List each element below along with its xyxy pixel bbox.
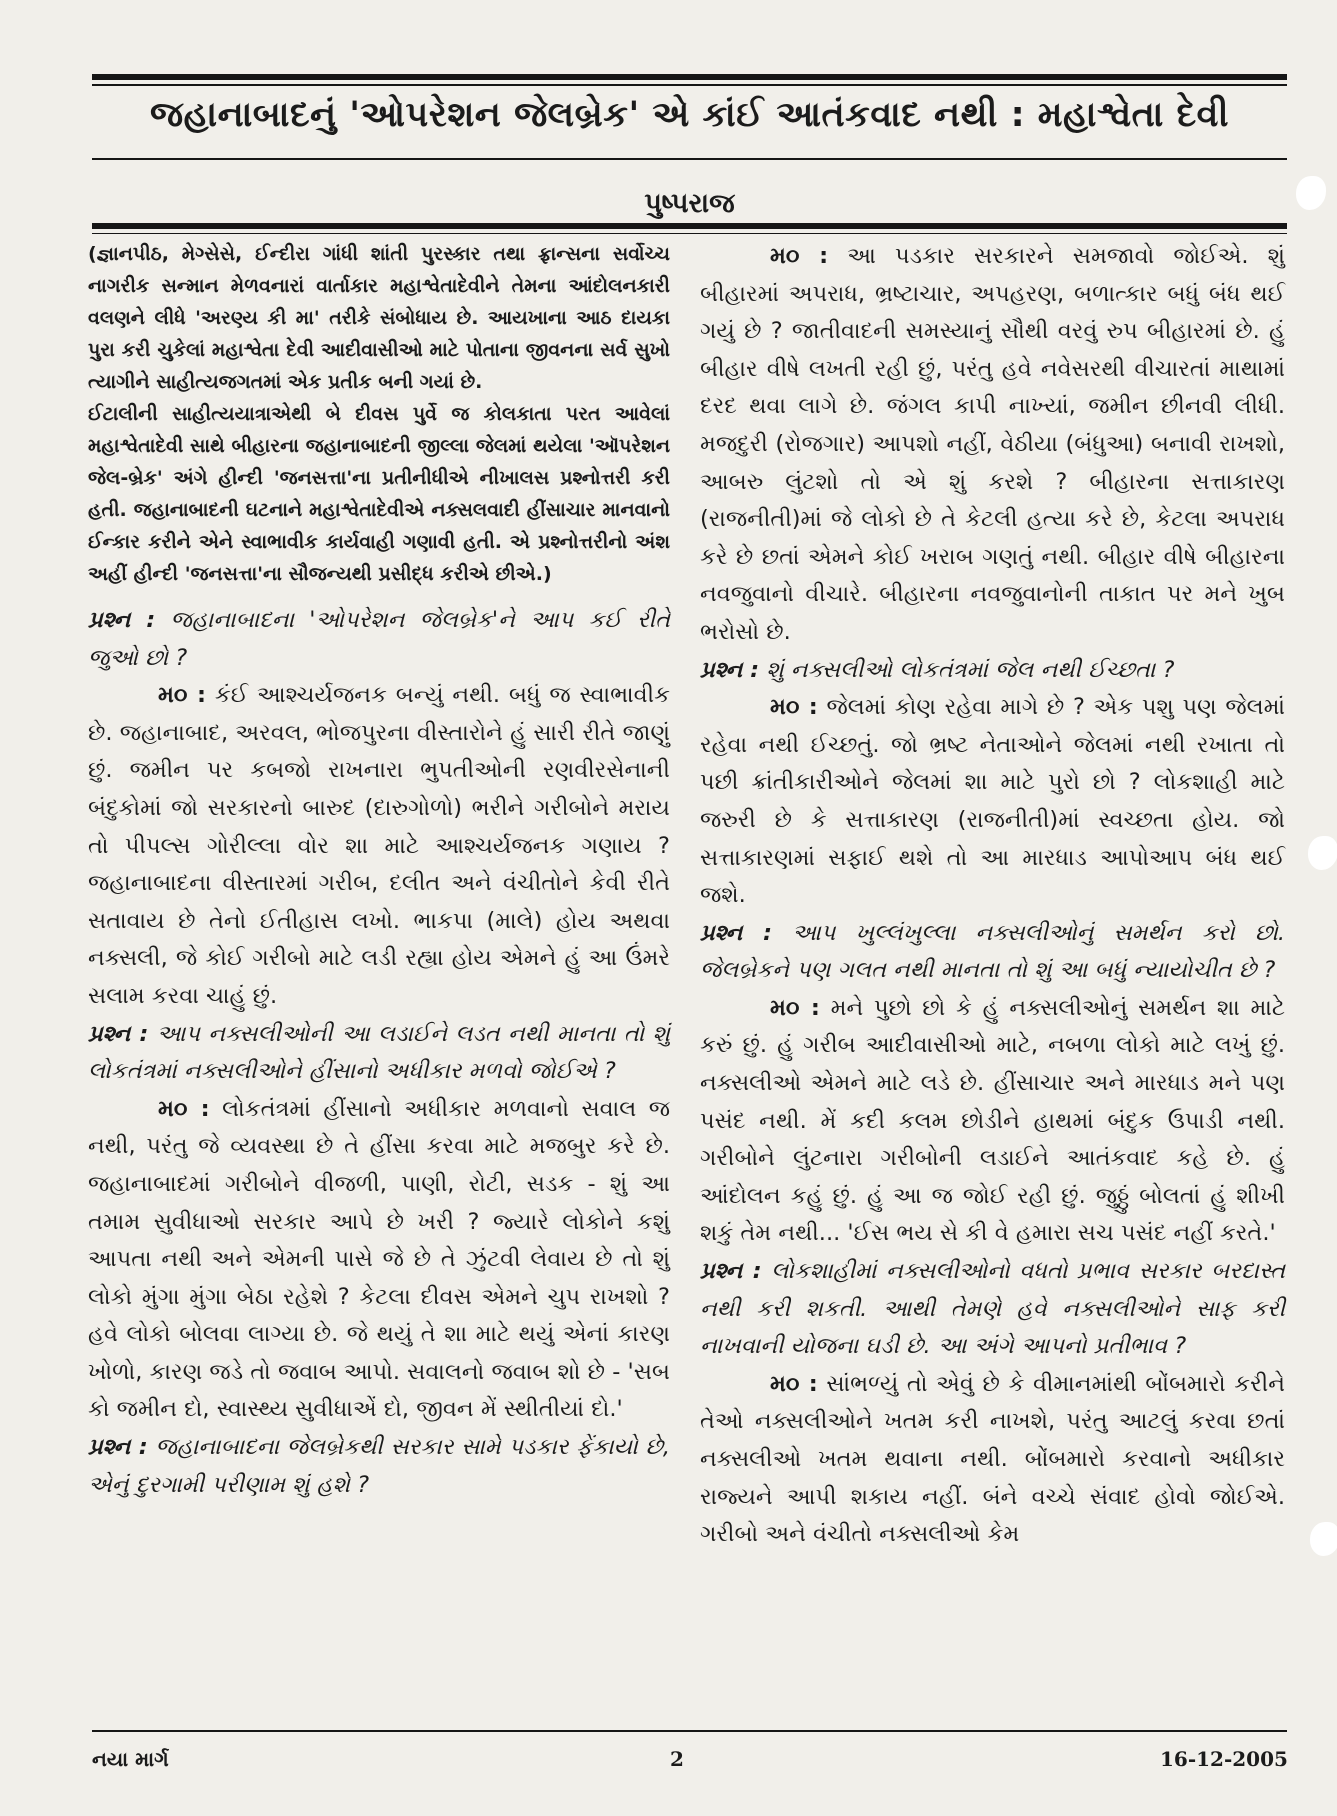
issue-date: 16-12-2005	[1160, 1747, 1288, 1771]
paragraph-text: લોકતંત્રમાં હીંસાનો અધીકાર મળવાનો સવાલ જ નથી, પરંતુ જે વ્યવસ્થા છે તે હીંસા કરવા માટે મજબુર કરે છે. જહાનાબાદમાં ગરીબોને વીજળી, પાણી, રોટી, સડક - શું આ તમામ સુવીધાઓ સરકાર આપે છે ખરી ? જ્યારે લોકોને કશું આપતા નથી અને એમની પાસે જે છે તે ઝુંટવી લેવાય છે તો શું લોકો મુંગા મુંગા બેઠા રહેશે ? કેટલા દીવસ એમને ચુપ રાખશો ? હવે લોકો બોલવા લાગ્યા છે. જે થયું તે શા માટે થયું એનાં કારણ ખોળો, કારણ જડે તો જવાબ આપો. સવાલનો જવાબ શો છે - 'સબ કો જમીન દો, સ્વાસ્થ્ય સુવીધાએં દો, જીવન મેં સ્થીતીયાં દો.'	[88, 1095, 671, 1423]
top-rule	[92, 74, 1287, 80]
answer-label: મ૦ :	[770, 994, 820, 1021]
question-label: પ્રશ્ન :	[700, 919, 773, 946]
answer-paragraph	[700, 990, 1285, 1253]
left-column	[88, 238, 670, 1504]
paragraph-text: જહાનાબાદના 'ઓપરેશન જેલબ્રેક'ને આપ કઈ રીતે જુઓ છો ?	[88, 607, 671, 671]
question-label: પ્રશ્ન :	[88, 1020, 149, 1047]
paragraph-text: જહાનાબાદના જેલબ્રેકથી સરકાર સામે પડકાર ફેંકાયો છે, એનું દુરગામી પરીણામ શું હશે ?	[88, 1434, 670, 1498]
headline: જહાનાબાદનું 'ઓપરેશન જેલબ્રેક' એ કાંઈ આતંકવાદ નથી : મહાશ્વેતા દેવી	[150, 95, 1229, 135]
answer-label: મ૦ :	[770, 694, 818, 721]
paragraph-text: લોકશાહીમાં નક્સલીઓનો વધતો પ્રભાવ સરકાર બરદાસ્ત નથી કરી શકતી. આથી તેમણે હવે નક્સલીઓને સાફ કરી નાખવાની યોજના ઘડી છે. આ અંગે આપનો પ્રતીભાવ ?	[700, 1258, 1285, 1360]
question-label: પ્રશ્ન :	[700, 1258, 762, 1285]
question-label: પ્રશ્ન :	[88, 1434, 148, 1461]
answer-label: મ૦ :	[158, 1095, 210, 1122]
paper-tear	[1308, 836, 1337, 870]
page-number: 2	[670, 1747, 684, 1771]
question-paragraph	[88, 1016, 670, 1091]
paragraph-text: શું નક્સલીઓ લોકતંત્રમાં જેલ નથી ઈચ્છતા ?	[766, 656, 1175, 683]
answer-paragraph	[700, 238, 1285, 652]
byline-rule-thin	[92, 233, 1287, 234]
intro-paragraph: ઈટાલીની સાહીત્યયાત્રાએથી બે દીવસ પુર્વે જ કોલકાતા પરત આવેલાં મહાશ્વેતાદેવી સાથે બીહારના જહાનાબાદની જીલ્લા જેલમાં થયેલા 'ઑપરેશન જેલ-બ્રેક' અંગે હીન્દી 'જનસત્તા'ના પ્રતીનીધીએ નીખાલસ પ્રશ્નોત્તરી કરી હતી. જહાનાબાદની ઘટનાને મહાશ્વેતાદેવીએ નક્સલવાદી હીંસાચાર માનવાનો ઈન્કાર કરીને એને સ્વાભાવીક કાર્યવાહી ગણાવી હતી. એ પ્રશ્નોત્તરીનો અંશ અહીં હીન્દી 'જનસત્તા'ના સૌજન્યથી પ્રસીદ્ધ કરીએ છીએ.)	[88, 403, 670, 585]
answer-paragraph	[700, 689, 1285, 915]
answer-label: મ૦ :	[770, 1370, 818, 1397]
question-paragraph	[700, 652, 1285, 690]
publication-name: નયા માર્ગ	[92, 1747, 169, 1771]
paper-tear	[1310, 1522, 1337, 1556]
author-byline: પુષ્પરાજ	[644, 188, 735, 219]
answer-paragraph	[700, 1366, 1285, 1554]
right-column	[700, 238, 1285, 1554]
question-paragraph	[700, 915, 1285, 990]
question-paragraph	[88, 602, 670, 677]
paragraph-text: મને પુછો છો કે હું નક્સલીઓનું સમર્થન શા માટે કરું છું. હું ગરીબ આદીવાસીઓ માટે, નબળા લોકો માટે લખું છું. નક્સલીઓ એમને માટે લડે છે. હીંસાચાર અને મારધાડ મને પણ પસંદ નથી. મેં કદી કલમ છોડીને હાથમાં બંદુક ઉપાડી નથી. ગરીબોને લુંટનારા ગરીબોની લડાઈને આતંકવાદ કહે છે. હું આંદોલન કહું છું. હું આ જ જોઈ રહી છું. જુઠ્ઠું બોલતાં હું શીખી શકું તેમ નથી... 'ઈસ ભય સે કી વે હમારા સચ પસંદ નહીં કરતે.'	[700, 994, 1286, 1247]
headline-rule	[92, 158, 1287, 160]
question-paragraph	[700, 1253, 1285, 1366]
paragraph-text: આ પડકાર સરકારને સમજાવો જોઈએ. શું બીહારમાં અપરાધ, ભ્રષ્ટાચાર, અપહરણ, બળાત્કાર બધું બંધ થઈ ગયું છે ? જાતીવાદની સમસ્યાનું સૌથી વરવું રુપ બીહારમાં છે. હું બીહાર વીષે લખતી રહી છું, પરંતુ હવે નવેસરથી વીચારતાં માથામાં દરદ થવા લાગે છે. જંગલ કાપી નાખ્યાં, જમીન છીનવી લીધી. મજદુરી (રોજગાર) આપશો નહીં, વેઠીયા (બંધુઆ) બનાવી રાખશો, આબરુ લુંટશો તો એ શું કરશે ? બીહારના સત્તાકારણ (રાજનીતી)માં જે લોકો છે તે કેટલી હત્યા કરે છે, કેટલા અપરાધ કરે છે છતાં એમને કોઈ ખરાબ ગણતું નથી. બીહાર વીષે બીહારના નવજુવાનો વીચારે. બીહારના નવજુવાનોની તાકાત પર મને ખુબ ભરોસો છે.	[700, 243, 1285, 645]
answer-label: મ૦ :	[770, 243, 829, 269]
paper-tear	[1296, 176, 1326, 210]
question-paragraph	[88, 1429, 670, 1504]
paragraph-text: કંઈ આશ્ચર્યજનક બન્યું નથી. બધું જ સ્વાભાવીક છે. જહાનાબાદ, અરવલ, ભોજપુરના વીસ્તારોને હું સારી રીતે જાણું છું. જમીન પર કબજો રાખનારા ભુપતીઓની રણવીરસેનાની બંદુકોમાં જો સરકારનો બારુદ (દારુગોળો) ભરીને ગરીબોને મરાય તો પીપલ્સ ગોરીલ્લા વોર શા માટે આશ્ચર્યજનક ગણાય ? જહાનાબાદના વીસ્તારમાં ગરીબ, દલીત અને વંચીતોને કેવી રીતે સતાવાય છે તેનો ઈતીહાસ લખો. ભાકપા (માલે) હોય અથવા નક્સલી, જે કોઈ ગરીબો માટે લડી રહ્યા હોય એમને હું આ ઉંમરે સલામ કરવા ચાહું છું.	[88, 682, 670, 1009]
answer-label: મ૦ :	[158, 682, 206, 709]
answer-paragraph	[88, 677, 670, 1015]
footer-rule	[92, 1730, 1287, 1732]
paragraph-text: જેલમાં કોણ રહેવા માગે છે ? એક પશુ પણ જેલમાં રહેવા નથી ઈચ્છતું. જો ભ્રષ્ટ નેતાઓને જેલમાં નથી રખાતા તો પછી ક્રાંતીકારીઓને જેલમાં શા માટે પુરો છો ? લોકશાહી માટે જરુરી છે કે સત્તાકારણ (રાજનીતી)માં સ્વચ્છતા હોય. જો સત્તાકારણમાં સફાઈ થશે તો આ મારધાડ આપોઆપ બંધ થઈ જશે.	[700, 694, 1286, 909]
byline-rule	[92, 223, 1287, 229]
answer-paragraph	[88, 1091, 670, 1429]
intro-box	[88, 238, 670, 590]
paragraph-text: આપ ખુલ્લંખુલ્લા નક્સલીઓનું સમર્થન કરો છો. જેલબ્રેકને પણ ગલત નથી માનતા તો શું આ બધું ન્યાયોચીત છે ?	[700, 919, 1285, 984]
paragraph-text: સાંભળ્યું તો એવું છે કે વીમાનમાંથી બોંબમારો કરીને તેઓ નક્સલીઓને ખતમ કરી નાખશે, પરંતુ આટલું કરવા છતાં નક્સલીઓ ખતમ થવાના નથી. બોંબમારો કરવાનો અધીકાર રાજ્યને આપી શકાય નહીં. બંને વચ્ચે સંવાદ હોવો જોઈએ. ગરીબો અને વંચીતો નક્સલીઓ કેમ	[700, 1370, 1286, 1548]
top-rule-thin	[92, 84, 1287, 86]
paragraph-text: આપ નક્સલીઓની આ લડાઈને લડત નથી માનતા તો શું લોકતંત્રમાં નક્સલીઓને હીંસાનો અધીકાર મળવો જોઈએ ?	[88, 1020, 671, 1085]
question-label: પ્રશ્ન :	[700, 656, 760, 683]
intro-paragraph: (જ્ઞાનપીઠ, મેગ્સેસે, ઈન્દીરા ગાંધી શાંતી પુરસ્કાર તથા ફ્રાન્સના સર્વોચ્ચ નાગરીક સન્માન મેળવનારાં વાર્તાકાર મહાશ્વેતાદેવીને તેમના આંદોલનકારી વલણને લીધે 'અરણ્ય કી મા' તરીકે સંબોધાય છે. આયખાના આઠ દાયકા પુરા કરી ચુકેલાં મહાશ્વેતા દેવી આદીવાસીઓ માટે પોતાના જીવનના સર્વ સુખો ત્યાગીને સાહીત્યજગતમાં એક પ્રતીક બની ગયાં છે.	[88, 243, 670, 393]
question-label: પ્રશ્ન :	[88, 607, 156, 633]
